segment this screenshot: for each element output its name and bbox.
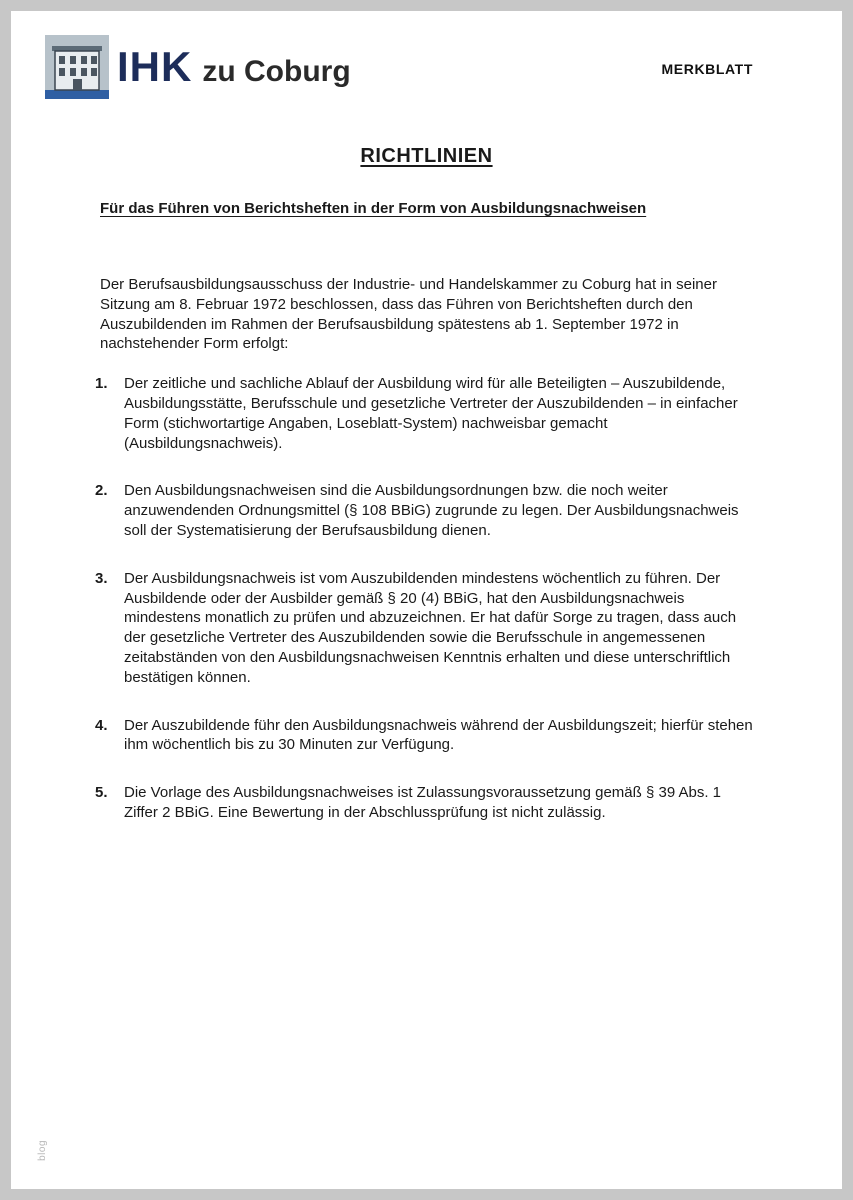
watermark-text: blog [37, 1140, 48, 1161]
list-item [95, 374, 753, 453]
list-item-number: 4. [95, 716, 108, 734]
list-item-text: Der zeitliche und sachliche Ablauf der Ausbildung wird für alle Beteiligten – Auszubildende, Ausbildungsstätte, Berufsschule und gesetzliche Vertreter der Auszubildenden – in einfacher Form (stichwortartige Angaben, Loseblatt-System) nachweisbar gemacht (Ausbildungsnachweis). [124, 375, 738, 452]
list-item-text: Den Ausbildungsnachweisen sind die Ausbildungsordnungen bzw. die noch weiter anzuwendenden Ordnungsmittel (§ 108 BBiG) zugrunde zu legen. Der Ausbildungsnachweis soll der Systematisierung der Berufsausbildung dienen. [124, 482, 739, 539]
document-subtitle: Für das Führen von Berichtsheften in der Form von Ausbildungsnachweisen [100, 200, 647, 217]
list-item-text: Die Vorlage des Ausbildungsnachweises ist Zulassungsvoraussetzung gemäß § 39 Abs. 1 Ziffer 2 BBiG. Eine Bewertung in der Abschlussprüfung ist nicht zulässig. [124, 784, 722, 821]
intro-paragraph: Der Berufsausbildungsausschuss der Industrie- und Handelskammer zu Coburg hat in seiner Sitzung am 8. Februar 1972 beschlossen, dass das Führen von Berichtsheften durch den Auszubildenden im Rahmen der Berufsausbildung spätestens ab 1. September 1972 in nachstehender Form erfolgt: [100, 276, 717, 353]
list-item [95, 783, 753, 823]
list-item-number: 3. [95, 569, 108, 587]
list-item [95, 716, 753, 756]
ihk-logo-wordmark: IHK [117, 43, 193, 90]
list-item-number: 5. [95, 784, 108, 802]
ihk-logo [45, 35, 351, 99]
list-item-text: Der Ausbildungsnachweis ist vom Auszubildenden mindestens wöchentlich zu führen. Der Ausbildende oder der Ausbilder gemäß § 20 (4) BBiG, hat den Ausbildungsnachweis mindestens monatlich zu prüfen und abzuzeichnen. Er hat dafür Sorge zu tragen, dass auch der gesetzliche Vertreter des Auszubildenden sowie die Berufsschule in angemessenen zeitabständen von den Ausbildungsnachweisen Kenntnis erhalten und diese unterschriftlich bestätigen können. [124, 569, 737, 686]
ihk-logo-text [117, 43, 351, 90]
list-item-text: Der Auszubildende führ den Ausbildungsnachweis während der Ausbildungszeit; hierfür stehen ihm wöchentlich bis zu 30 Minuten zur Verfügung. [124, 716, 753, 754]
list-item [95, 481, 753, 540]
ihk-building-icon [45, 35, 109, 99]
list-item-number: 2. [95, 482, 108, 500]
document-page [11, 11, 842, 1189]
merkblatt-label: MERKBLATT [661, 61, 753, 77]
numbered-list [95, 374, 753, 823]
list-item-number: 1. [95, 375, 108, 393]
list-item [95, 569, 753, 688]
document-title: RICHTLINIEN [360, 145, 493, 167]
page-header [11, 11, 842, 99]
ihk-logo-suffix: zu Coburg [202, 55, 351, 88]
